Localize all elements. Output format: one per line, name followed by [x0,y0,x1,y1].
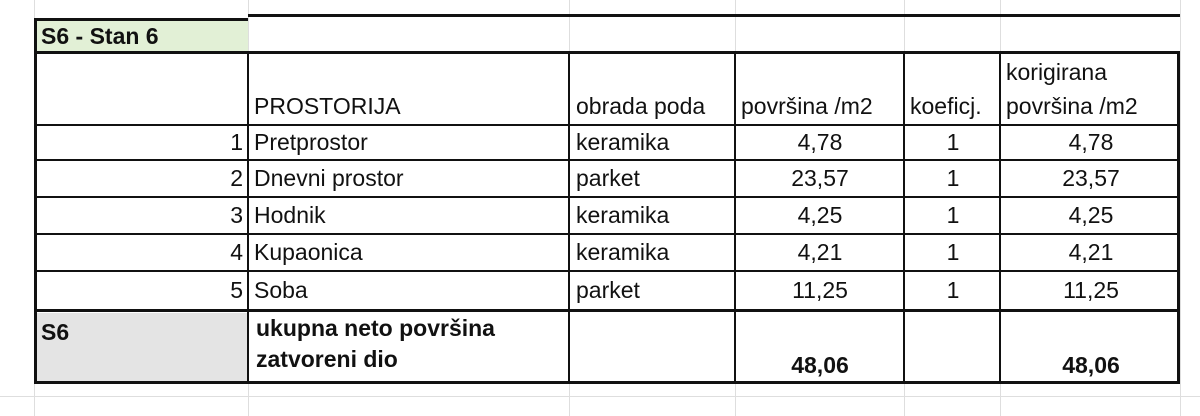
area-value: 4,78 [797,129,843,155]
header-floor: obrada poda [576,93,706,119]
coef-value: 1 [946,165,960,191]
area-value: 4,25 [797,202,843,228]
row-border [34,159,1180,161]
corrected-value: 11,25 [1063,277,1119,303]
floor-finish: keramika [576,129,670,155]
header-area: površina /m2 [741,93,873,119]
title-top-border [248,14,1180,17]
room-name: Pretprostor [254,129,368,155]
header-coef: koeficj. [910,93,982,119]
total-area: 48,06 [791,352,849,378]
total-label-line1: ukupna neto površina [256,315,495,341]
floor-finish: parket [576,165,640,191]
row-number: 5 [230,277,243,303]
corrected-value: 23,57 [1062,165,1120,191]
row-border [34,309,1180,312]
floor-finish: keramika [576,202,670,228]
area-value: 23,57 [791,165,849,191]
row-border [34,233,1180,235]
col-border [903,51,905,384]
row-border [34,196,1180,198]
corrected-value: 4,78 [1068,129,1114,155]
coef-value: 1 [946,202,960,228]
gridline [1180,0,1181,416]
room-name: Kupaonica [254,239,363,265]
coef-value: 1 [946,129,960,155]
room-name: Dnevni prostor [254,165,404,191]
apartment-title: S6 - Stan 6 [34,18,248,51]
room-name: Soba [254,277,308,303]
total-corrected: 48,06 [1062,352,1120,378]
area-value: 4,21 [797,239,843,265]
col-border [734,51,736,384]
header-corrected-line2: površina /m2 [1006,93,1138,119]
corrected-value: 4,21 [1068,239,1114,265]
total-label-line2: zatvoreni dio [256,346,398,372]
header-corrected-line1: korigirana [1006,59,1107,85]
gridline [0,396,1200,397]
coef-value: 1 [946,277,960,303]
row-number: 2 [230,165,243,191]
floor-finish: keramika [576,239,670,265]
row-number: 1 [230,129,243,155]
header-room: PROSTORIJA [254,93,401,119]
row-number: 3 [230,202,243,228]
corrected-value: 4,25 [1068,202,1114,228]
col-border [568,51,570,384]
floor-finish: parket [576,277,640,303]
row-border [34,124,1180,126]
total-code: S6 [41,319,70,345]
col-border [247,51,249,384]
room-name: Hodnik [254,202,326,228]
area-value: 11,25 [792,277,848,303]
row-border [34,270,1180,272]
row-number: 4 [230,239,243,265]
coef-value: 1 [946,239,960,265]
